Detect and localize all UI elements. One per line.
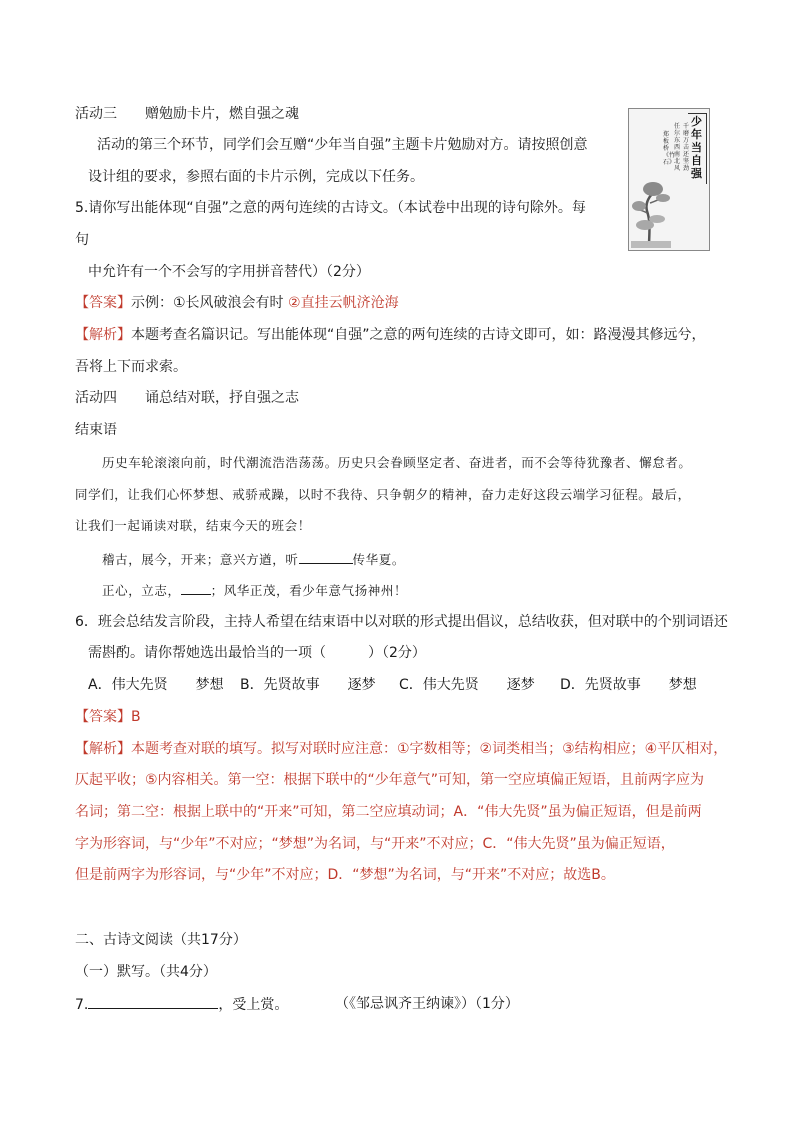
q5-answer-text2: ②直挂云帆济沧海 (288, 295, 399, 311)
activity3-text-line2: 设计组的要求，参照右面的卡片示例，完成以下任务。 (88, 169, 424, 185)
couplet-upper (102, 549, 405, 570)
q6-option-a: A．伟大先贤 梦想 (88, 677, 224, 693)
q5-answer-text: 示例：①长风破浪会有时 (131, 295, 289, 311)
ending-para-line2: 同学们，让我们心怀梦想、戒骄戒躁，以时不我待、只争朝夕的精神，奋力走好这段云端学习征程。最后， (75, 487, 691, 502)
q7-source: （《邹忌讽齐王纳谏》）（1分） (335, 996, 519, 1012)
q7-number: 7. (75, 997, 89, 1013)
couplet-blank-2 (181, 580, 211, 595)
couplet-lower (102, 580, 407, 601)
q6-analysis-line5: 但是前两字为形容词，与“少年”不对应；D．“梦想”为名词，与“开来”不对应；故选B。 (75, 867, 615, 883)
q5-analysis-line2: 吾将上下而求索。 (75, 359, 187, 375)
ink-tree-illustration (631, 173, 671, 248)
q6-line1: 6．班会总结发言阶段，主持人希望在结束语中以对联的形式提出倡议，总结收获，但对联中的个别词语还 (75, 614, 728, 630)
activity3-heading: 活动三 赠勉励卡片，燃自强之魂 (75, 106, 299, 122)
couplet-upper-a: 稽古，展今，开来；意兴方遒，听 (102, 552, 299, 567)
q5-line3: 中允许有一个不会写的字用拼音替代）（2分） (88, 264, 370, 280)
q6-answer (75, 707, 141, 727)
q6-option-c: C．伟大先贤 逐梦 (399, 677, 535, 693)
q6-analysis-text1: 本题考查对联的填写。拟写对联时应注意：①字数相等；②词类相当；③结构相应；④平仄相对， (131, 741, 728, 757)
q5-line1: 5.请你写出能体现“自强”之意的两句连续的古诗文。（本试卷中出现的诗句除外。每 (75, 200, 586, 216)
q6-answer-text: B (131, 709, 141, 725)
q5-answer (75, 293, 399, 313)
couplet-lower-a: 正心，立志， (102, 583, 181, 598)
card-title: 少年当自强 (691, 115, 702, 180)
ending-title: 结束语 (75, 422, 117, 438)
q5-analysis-line1 (75, 325, 706, 345)
q5-analysis-label: 【解析】 (75, 327, 131, 343)
card-poem-col1: 千磨万击还坚劲 (683, 123, 690, 172)
q6-answer-label: 【答案】 (75, 709, 131, 725)
couplet-lower-b: ；风华正茂，看少年意气扬神州！ (210, 583, 408, 598)
q6-analysis-line2: 仄起平收；⑤内容相关。第一空：根据下联中的“少年意气”可知，第一空应填偏正短语，且前两字应为 (75, 772, 705, 788)
section2-subheading: （一）默写。（共4分） (75, 964, 217, 980)
ending-para-line3: 让我们一起诵读对联，结束今天的班会！ (75, 518, 311, 533)
couplet-blank-1 (299, 549, 353, 564)
q6-option-d: D．先贤故事 梦想 (560, 677, 697, 693)
q6-analysis-label: 【解析】 (75, 741, 131, 757)
activity4-heading: 活动四 诵总结对联，抒自强之志 (75, 390, 299, 406)
motto-card-image (628, 108, 710, 251)
q6-analysis-line4: 字为形容词，与“少年”不对应；“梦想”为名词，与“开来”不对应；C．“伟大先贤”虽为偏正短语， (75, 836, 675, 852)
card-poem-col3: 郑板桥《竹石》 (663, 131, 676, 166)
q6-analysis-line1 (75, 739, 727, 759)
activity3-text-line1: 活动的第三个环节，同学们会互赠“少年当自强”主题卡片勉励对方。请按照创意 (97, 137, 588, 153)
couplet-upper-b: 传华夏。 (352, 552, 405, 567)
q5-analysis-text: 本题考查名篇识记。写出能体现“自强”之意的两句连续的古诗文即可，如：路漫漫其修远兮， (131, 327, 706, 343)
q6-line2: 需斟酌。请你帮她选出最恰当的一项（ ）（2分） (88, 645, 426, 661)
card-poem-col2: 任尔东西南北风 (674, 123, 681, 172)
q7-blank (88, 994, 218, 1009)
q5-line2: 句 (75, 232, 89, 248)
q7-text: ，受上赏。 (218, 997, 289, 1013)
q5-answer-label: 【答案】 (75, 295, 131, 311)
q7-line (75, 994, 288, 1015)
q6-analysis-line3: 名词；第二空：根据上联中的“开来”可知，第二空应填动词；A．“伟大先贤”虽为偏正短语，但是前两 (75, 804, 702, 820)
section2-heading: 二、古诗文阅读（共17分） (75, 932, 247, 948)
ending-para-line1: 历史车轮滚滚向前，时代潮流浩浩荡荡。历史只会眷顾坚定者、奋进者，而不会等待犹豫者、懈怠者。 (102, 455, 692, 470)
q6-option-b: B．先贤故事 逐梦 (240, 677, 376, 693)
